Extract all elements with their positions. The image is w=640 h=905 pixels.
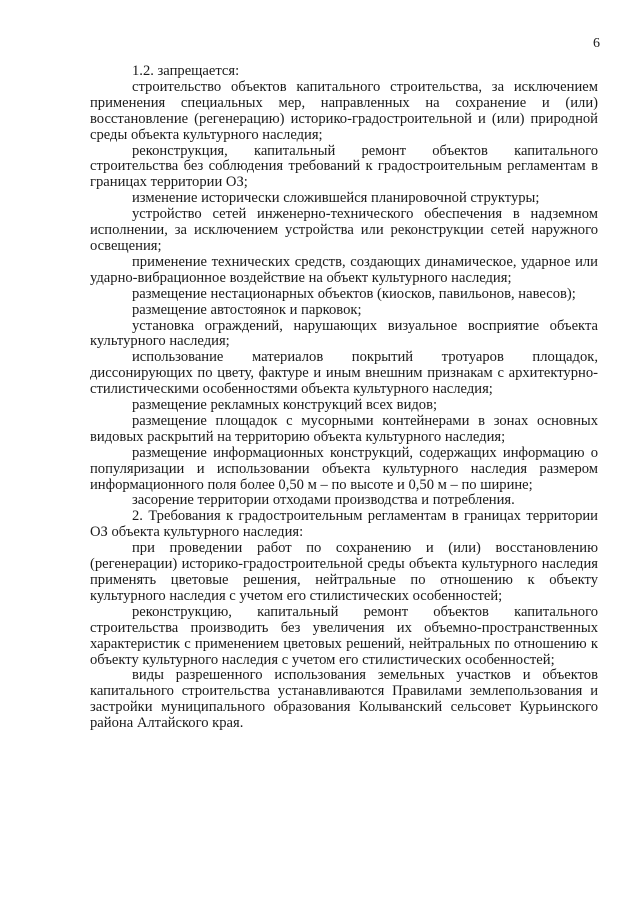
paragraph: размещение площадок с мусорными контейнерами в зонах основных видовых раскрытий на территорию объекта культурного наследия; — [90, 412, 598, 445]
paragraph: размещение нестационарных объектов (киосков, павильонов, навесов); — [132, 285, 576, 302]
section-heading-1-2: 1.2. запрещается: — [132, 63, 240, 79]
page-number: 6 — [593, 36, 600, 51]
paragraph: размещение рекламных конструкций всех видов; — [132, 397, 438, 414]
document-body — [90, 64, 598, 732]
section-heading-2: 2. Требования к градостроительным регламентам в границах территории ОЗ объекта культурного наследия: — [90, 508, 598, 541]
paragraph: изменение исторически сложившейся планировочной структуры; — [132, 190, 540, 207]
paragraph: установка ограждений, нарушающих визуальное восприятие объекта культурного наследия; — [90, 317, 598, 350]
paragraph: при проведении работ по сохранению и (или) восстановлению (регенерации) историко-градостроительной среды объекта культурного наследия применять цветовые решения, нейтральные по отношению к объекту культурного наследия с учетом его стилистических особенностей; — [90, 540, 598, 604]
paragraph: виды разрешенного использования земельных участков и объектов капитального строительства устанавливаются Правилами землепользования и застройки муниципального образования Колыванский сельсовет Курьинского района Алтайского края. — [90, 667, 598, 732]
paragraph: использование материалов покрытий тротуаров площадок, диссонирующих по цвету, фактуре и иным внешним признакам с архитектурно-стилистическими особенностями объекта культурного наследия; — [90, 349, 598, 398]
paragraph: засорение территории отходами производства и потребления. — [132, 492, 515, 509]
paragraph: устройство сетей инженерно-технического обеспечения в надземном исполнении, за исключением устройства или реконструкции сетей наружного освещения; — [90, 206, 598, 254]
paragraph: размещение информационных конструкций, содержащих информацию о популяризации и использовании объекта культурного наследия размером информационного поля более 0,50 м – по высоте и 0,50 м – по ширине; — [90, 444, 598, 493]
paragraph: реконструкцию, капитальный ремонт объектов капитального строительства производить без увеличения их объемно-пространственных характеристик с применением цветовых решений, нейтральных по отношению к объекту культурного наследия с учетом его стилистических особенностей; — [90, 603, 598, 668]
paragraph: применение технических средств, создающих динамическое, ударное или ударно-вибрационное воздействие на объект культурного наследия; — [90, 253, 598, 286]
paragraph: реконструкция, капитальный ремонт объектов капитального строительства без соблюдения требований к градостроительным регламентам в границах территории ОЗ; — [90, 142, 598, 191]
paragraph: строительство объектов капитального строительства, за исключением применения специальных мер, направленных на сохранение и (или) восстановление (регенерацию) историко-градостроительной и (или) природной среды объекта культурного наследия; — [90, 78, 598, 143]
paragraph: размещение автостоянок и парковок; — [132, 301, 362, 318]
